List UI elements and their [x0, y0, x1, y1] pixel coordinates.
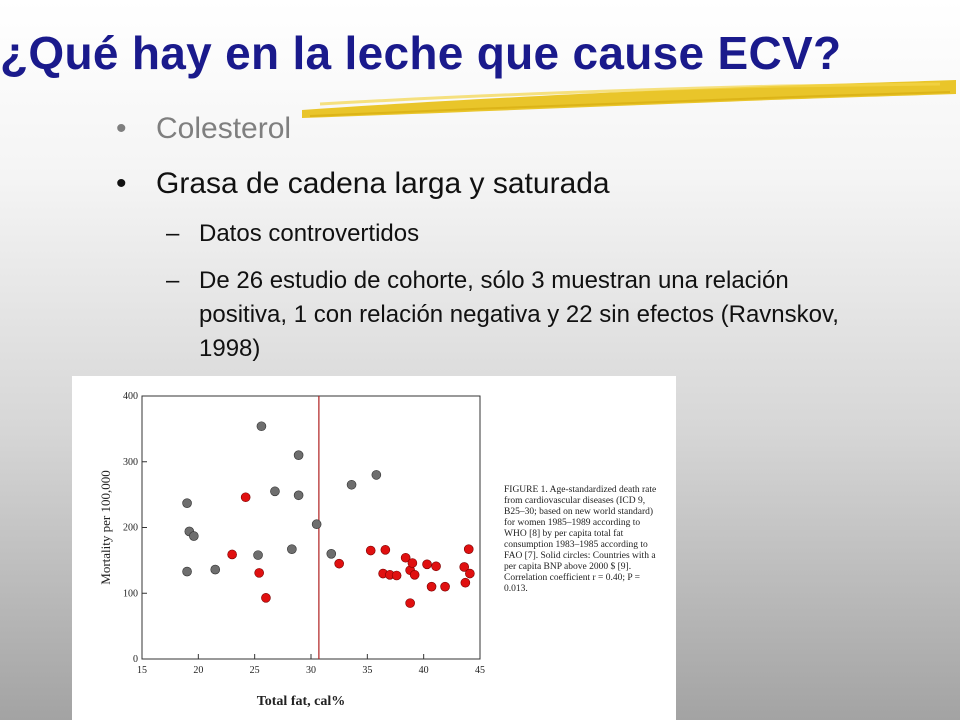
data-point-solid: [464, 545, 473, 554]
x-tick-label: 20: [193, 665, 204, 676]
subbullet-item: [166, 264, 846, 366]
data-point-solid: [406, 599, 415, 608]
bullet-glyph: •: [116, 167, 127, 200]
bullet-item-colesterol: [116, 112, 291, 146]
highlighter-stroke: [300, 74, 960, 124]
x-tick-label: 15: [137, 665, 147, 676]
data-point-gray: [211, 565, 220, 574]
y-tick-label: 400: [123, 391, 138, 402]
dash-glyph: –: [166, 267, 180, 294]
data-point-gray: [294, 451, 303, 460]
y-axis-label: Mortality per 100,000: [98, 470, 113, 585]
data-point-solid: [392, 571, 401, 580]
data-point-gray: [189, 532, 198, 541]
data-point-gray: [327, 549, 336, 558]
data-point-solid: [228, 550, 237, 559]
data-point-solid: [255, 568, 264, 577]
data-point-gray: [347, 480, 356, 489]
data-point-gray: [183, 567, 192, 576]
data-point-gray: [270, 487, 279, 496]
x-axis-label: Total fat, cal%: [256, 694, 346, 709]
bullet-glyph: •: [116, 112, 127, 145]
slide-title: ¿Qué hay en la leche que cause ECV?: [0, 27, 842, 79]
subbullet-item: [166, 220, 419, 248]
y-tick-label: 100: [123, 588, 138, 600]
x-tick-label: 45: [475, 665, 485, 676]
data-point-solid: [432, 562, 441, 571]
data-point-solid: [423, 560, 432, 569]
data-point-solid: [461, 578, 470, 587]
data-point-gray: [257, 422, 266, 431]
data-point-solid: [241, 493, 250, 502]
data-point-gray: [312, 520, 321, 529]
x-tick-label: 30: [306, 665, 316, 676]
data-point-gray: [372, 470, 381, 479]
x-tick-label: 35: [362, 665, 373, 676]
data-point-gray: [294, 491, 303, 500]
scatter-figure: [72, 376, 676, 720]
data-point-gray: [254, 551, 263, 560]
data-point-solid: [408, 559, 417, 568]
data-point-solid: [335, 559, 344, 568]
data-point-gray: [287, 545, 296, 554]
figure-caption: FIGURE 1. Age-standardized death rate from cardiovascular diseases (ICD 9, B25–30; based on new world standard) for women 1985–1989 according to WHO [8] by per capita total fat consumption 1983–1985 according to FAO [7]. Solid circles: Countries with a per capita BNP above 2000 $ [9]. Correlation coefficient r = 0.40; P = 0.013.: [504, 485, 657, 594]
data-point-solid: [410, 570, 419, 579]
data-point-solid: [427, 582, 436, 591]
y-tick-label: 200: [123, 522, 138, 534]
data-point-solid: [366, 546, 375, 555]
bullet-label: Grasa de cadena larga y saturada: [156, 167, 610, 200]
y-tick-label: 300: [123, 456, 138, 468]
x-tick-label: 25: [249, 665, 260, 676]
data-point-solid: [381, 545, 390, 554]
data-point-solid: [261, 593, 270, 602]
subbullet-label: Datos controvertidos: [199, 220, 420, 247]
plot-frame: [142, 396, 480, 659]
x-tick-label: 40: [418, 665, 429, 676]
dash-glyph: –: [166, 220, 180, 247]
data-point-solid: [465, 569, 474, 578]
subbullet-label: De 26 estudio de cohorte, sólo 3 muestran una relación positiva, 1 con relación negativa y 22 sin efectos (Ravnskov, 1998): [199, 267, 839, 362]
bullet-label: Colesterol: [156, 112, 292, 145]
bullet-item-grasa: [116, 167, 610, 201]
data-point-solid: [441, 582, 450, 591]
y-tick-label: 0: [133, 654, 138, 665]
data-point-gray: [183, 499, 192, 508]
